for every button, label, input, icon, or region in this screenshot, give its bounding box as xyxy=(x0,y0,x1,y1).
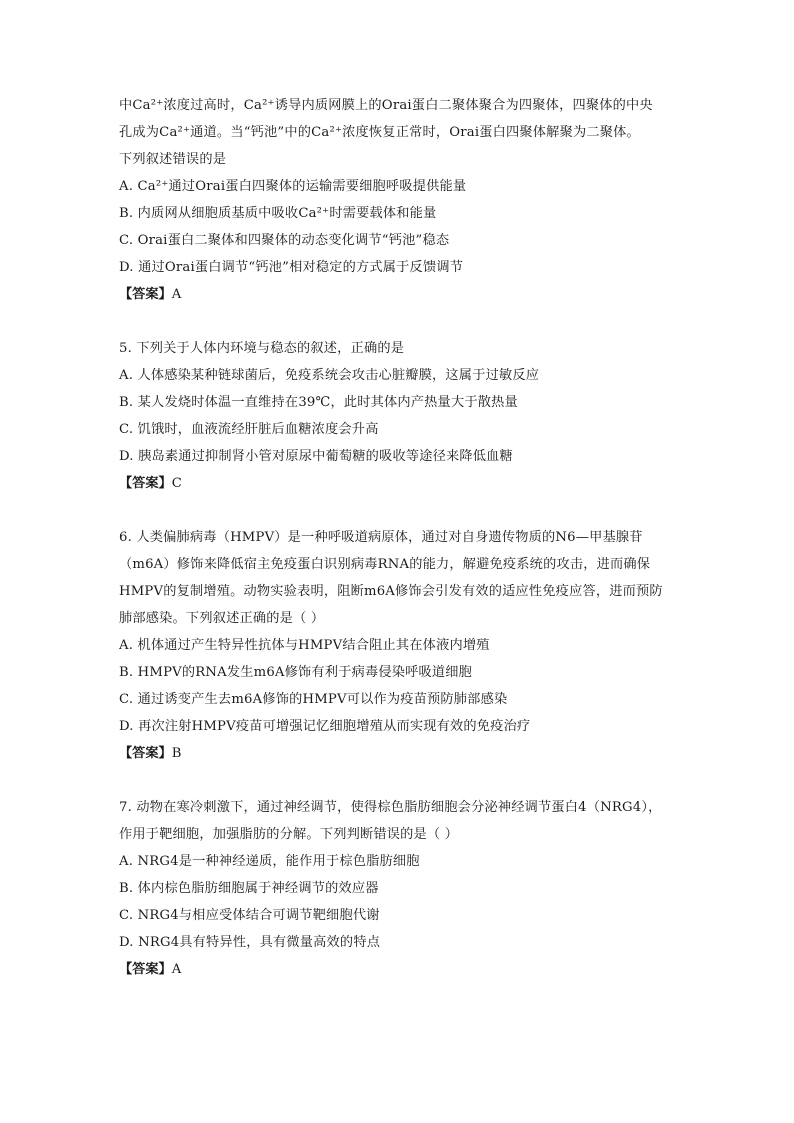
question-stem-line: 作用于靶细胞，加强脂肪的分解。下列判断错误的是（ ） xyxy=(119,827,459,842)
option-d: D. 再次注射HMPV疫苗可增强记忆细胞增殖从而实现有效的免疫治疗 xyxy=(119,719,531,734)
answer-label: 【答案】 xyxy=(119,746,172,761)
option-a: A. 机体通过产生特异性抗体与HMPV结合阻止其在体液内增殖 xyxy=(119,638,490,653)
option-d: D. 胰岛素通过抑制肾小管对原尿中葡萄糖的吸收等途径来降低血糖 xyxy=(119,449,513,464)
document-page xyxy=(119,92,679,983)
question-stem-line: 7. 动物在寒冷刺激下，通过神经调节，使得棕色脂肪细胞会分泌神经调节蛋白4（NRG4）， xyxy=(119,800,662,815)
answer-value: B xyxy=(171,746,182,761)
answer-label: 【答案】 xyxy=(119,476,172,491)
question-5 xyxy=(119,335,679,497)
answer-value: A xyxy=(171,287,182,302)
option-d: D. 通过Orai蛋白调节“钙池”相对稳定的方式属于反馈调节 xyxy=(119,260,464,275)
option-a: A. 人体感染某种链球菌后，免疫系统会攻击心脏瓣膜，这属于过敏反应 xyxy=(119,368,540,383)
question-7 xyxy=(119,794,679,983)
answer-line xyxy=(119,956,679,983)
option-b: B. 体内棕色脂肪细胞属于神经调节的效应器 xyxy=(119,881,379,896)
option-a: A. NRG4是一种神经递质，能作用于棕色脂肪细胞 xyxy=(119,854,420,869)
option-b: B. 某人发烧时体温一直维持在39℃，此时其体内产热量大于散热量 xyxy=(119,395,518,410)
option-c: C. Orai蛋白二聚体和四聚体的动态变化调节“钙池”稳态 xyxy=(119,233,450,248)
spacer xyxy=(119,767,679,794)
question-stem-line: （m6A）修饰来降低宿主免疫蛋白识别病毒RNA的能力，解避免疫系统的攻击，进而确保 xyxy=(119,557,651,572)
option-c: C. 饥饿时，血液流经肝脏后血糖浓度会升高 xyxy=(119,422,379,437)
spacer xyxy=(119,497,679,524)
answer-line xyxy=(119,740,679,767)
question-4-continuation xyxy=(119,92,679,308)
question-stem-line: 6. 人类偏肺病毒（HMPV）是一种呼吸道病原体，通过对自身遗传物质的N6—甲基腺苷 xyxy=(119,530,643,545)
option-c: C. NRG4与相应受体结合可调节靶细胞代谢 xyxy=(119,908,380,923)
option-b: B. HMPV的RNA发生m6A修饰有利于病毒侵染呼吸道细胞 xyxy=(119,665,473,680)
option-a: A. Ca²⁺通过Orai蛋白四聚体的运输需要细胞呼吸提供能量 xyxy=(119,179,467,194)
question-stem-line: 中Ca²⁺浓度过高时，Ca²⁺诱导内质网膜上的Orai蛋白二聚体聚合为四聚体，四聚体的中央 xyxy=(119,98,653,113)
question-stem-line: 下列叙述错误的是 xyxy=(119,152,227,167)
answer-label: 【答案】 xyxy=(119,962,172,977)
question-6 xyxy=(119,524,679,767)
question-stem-line: 肺部感染。下列叙述正确的是（ ） xyxy=(119,611,325,626)
option-d: D. NRG4具有特异性，具有微量高效的特点 xyxy=(119,935,381,950)
answer-line xyxy=(119,470,679,497)
question-stem-line: HMPV的复制增殖。动物实验表明，阻断m6A修饰会引发有效的适应性免疫应答，进而预防 xyxy=(119,584,663,599)
option-b: B. 内质网从细胞质基质中吸收Ca²⁺时需要载体和能量 xyxy=(119,206,437,221)
spacer xyxy=(119,308,679,335)
answer-value: A xyxy=(171,962,182,977)
question-stem-line: 5. 下列关于人体内环境与稳态的叙述，正确的是 xyxy=(119,341,405,356)
question-stem-line: 孔成为Ca²⁺通道。当“钙池”中的Ca²⁺浓度恢复正常时，Orai蛋白四聚体解聚为二聚体。 xyxy=(119,125,640,140)
answer-line xyxy=(119,281,679,308)
option-c: C. 通过诱变产生去m6A修饰的HMPV可以作为疫苗预防肺部感染 xyxy=(119,692,508,707)
answer-label: 【答案】 xyxy=(119,287,172,302)
answer-value: C xyxy=(171,476,182,491)
